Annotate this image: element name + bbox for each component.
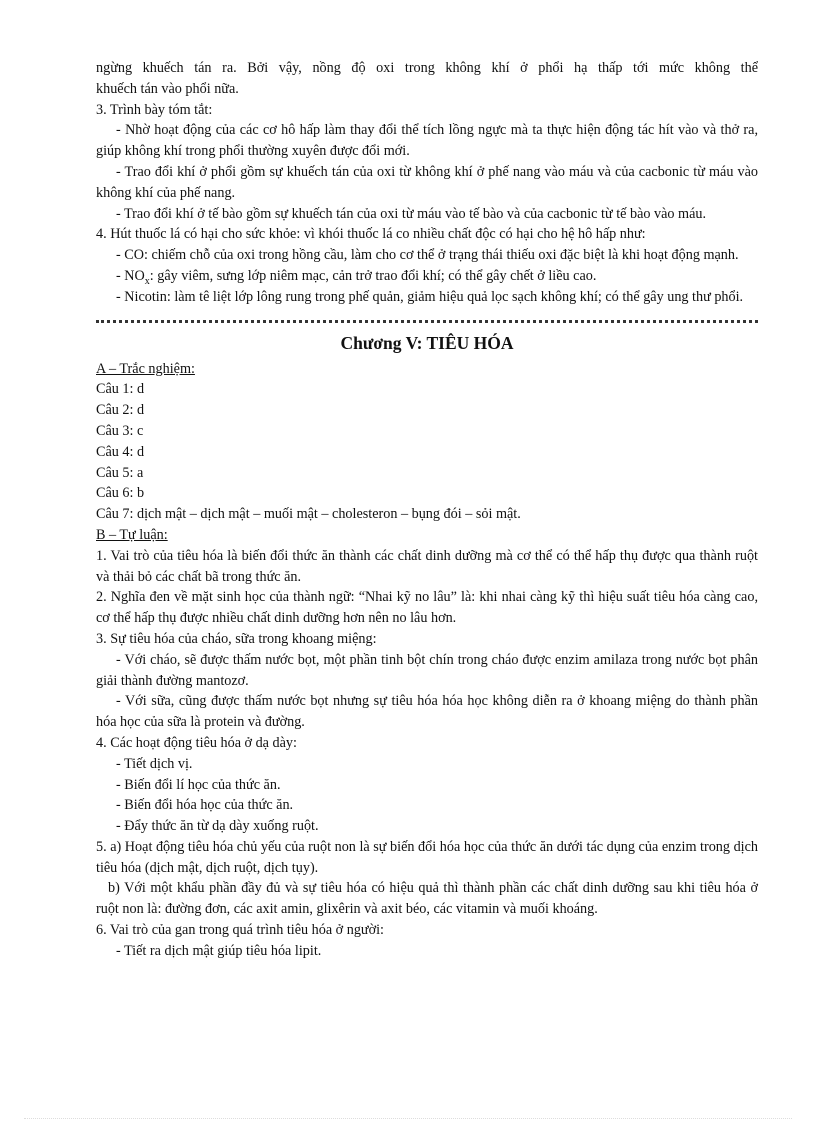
section-b-heading: B – Tự luận: — [96, 526, 168, 543]
paragraph-q4: 4. Các hoạt động tiêu hóa ở dạ dày: — [96, 734, 297, 751]
respiration-answers — [96, 58, 758, 266]
paragraph-q2: 2. Nghĩa đen về mặt sinh học của thành ngữ: “Nhai kỹ no lâu” là: khi nhai càng kỹ thì hiệu suất tiêu hóa càng cao, cơ thể hấp thụ được nhiều chất dinh dưỡng hơn nên no lâu hơn. — [96, 589, 758, 627]
answer-line: Câu 1: d — [96, 381, 145, 398]
paragraph-q6: 6. Vai trò của gan trong quá trình tiêu hóa ở người: — [96, 922, 384, 939]
paragraph-p3: 3. Trình bày tóm tắt: — [96, 101, 213, 118]
paragraph-q4d: - Đẩy thức ăn từ dạ dày xuống ruột. — [116, 818, 319, 835]
paragraph-p8: - CO: chiếm chỗ của oxi trong hồng cầu, làm cho cơ thể ở trạng thái thiếu oxi đặc biệt là khi hoạt động mạnh. — [116, 247, 739, 264]
paragraph-q4c: - Biến đổi hóa học của thức ăn. — [116, 797, 294, 814]
answer-line: Câu 4: d — [96, 443, 145, 460]
paragraph-q5b: b) Với một khẩu phần đầy đủ và sự tiêu hóa có hiệu quả thì thành phần các chất dinh dưỡng sau khi tiêu hóa ở ruột non là: đường đơn, các axit amin, glixêrin và axit béo, các vitamin và muối khoáng. — [96, 880, 758, 918]
nicotin-line: - Nicotin: làm tê liệt lớp lông rung trong phế quản, giảm hiệu quả lọc sạch không khí; có thể gây ung thư phổi. — [116, 288, 744, 305]
paragraph-p6: - Trao đổi khí ở tế bào gồm sự khuếch tán của oxi từ máu vào tế bào và của cacbonic từ tế bào vào máu. — [116, 205, 707, 222]
paragraph-p1: ngừng khuếch tán ra. Bởi vậy, nồng độ oxi trong không khí ở phổi hạ thấp tới mức không thể — [96, 60, 758, 76]
paragraph-q3: 3. Sự tiêu hóa của cháo, sữa trong khoang miệng: — [96, 630, 377, 647]
dotted-separator — [96, 320, 758, 323]
paragraph-q5a: 5. a) Hoạt động tiêu hóa chủ yếu của ruột non là sự biến đổi hóa học của thức ăn dưới tác dụng của enzim trong dịch tiêu hóa (dịch mật, dịch ruột, dịch tụy). — [96, 838, 758, 876]
paragraph-q4b: - Biến đổi lí học của thức ăn. — [116, 776, 281, 793]
paragraph-q6a: - Tiết ra dịch mật giúp tiêu hóa lipit. — [116, 942, 322, 959]
page-bottom-rule — [24, 1118, 792, 1119]
essay-answers — [96, 546, 758, 962]
paragraph-p4: - Nhờ hoạt động của các cơ hô hấp làm thay đổi thể tích lồng ngực mà ta thực hiện động tác hít vào và thở ra, giúp không khí trong phổi thường xuyên được đổi mới. — [96, 122, 758, 160]
paragraph-p5: - Trao đổi khí ở phổi gồm sự khuếch tán của oxi từ không khí ở phế nang vào máu và của cacbonic từ máu vào không khí của phế nang. — [96, 163, 758, 201]
document-page — [96, 58, 758, 962]
paragraph-q1: 1. Vai trò của tiêu hóa là biến đổi thức ăn thành các chất dinh dưỡng mà cơ thể có thể hấp thụ được qua thành ruột và thải bỏ các chất bã trong thức ăn. — [96, 547, 758, 585]
paragraph-q3a: - Với cháo, sẽ được thấm nước bọt, một phần tinh bột chín trong cháo được enzim amilaza trong nước bọt phân giải thành đường mantozơ. — [96, 651, 758, 689]
answer-line: Câu 7: dịch mật – dịch mật – muối mật – cholesteron – bụng đói – sỏi mật. — [96, 506, 521, 523]
section-a-heading: A – Trắc nghiệm: — [96, 360, 195, 377]
paragraph-q3b: - Với sữa, cũng được thấm nước bọt nhưng sự tiêu hóa hóa học không diễn ra ở khoang miệng do thành phần hóa học của sữa là protein và đường. — [96, 693, 758, 731]
multiple-choice-answers — [96, 379, 758, 525]
answer-line: Câu 6: b — [96, 485, 145, 502]
chapter-title: Chương V: TIÊU HÓA — [340, 332, 514, 353]
answer-line: Câu 2: d — [96, 402, 145, 419]
paragraph-p7: 4. Hút thuốc lá có hại cho sức khỏe: vì khói thuốc lá co nhiều chất độc có hại cho hệ hô hấp như: — [96, 226, 646, 243]
answer-line: Câu 3: c — [96, 422, 144, 439]
answer-line: Câu 5: a — [96, 464, 144, 481]
nox-line: - $NO_x$: gây viêm, sưng lớp niêm mạc, cản trở trao đổi khí; có thể gây chết ở liều cao. — [116, 267, 597, 287]
paragraph-q4a: - Tiết dịch vị. — [116, 755, 193, 772]
paragraph-p2: khuếch tán vào phổi nữa. — [96, 80, 239, 97]
